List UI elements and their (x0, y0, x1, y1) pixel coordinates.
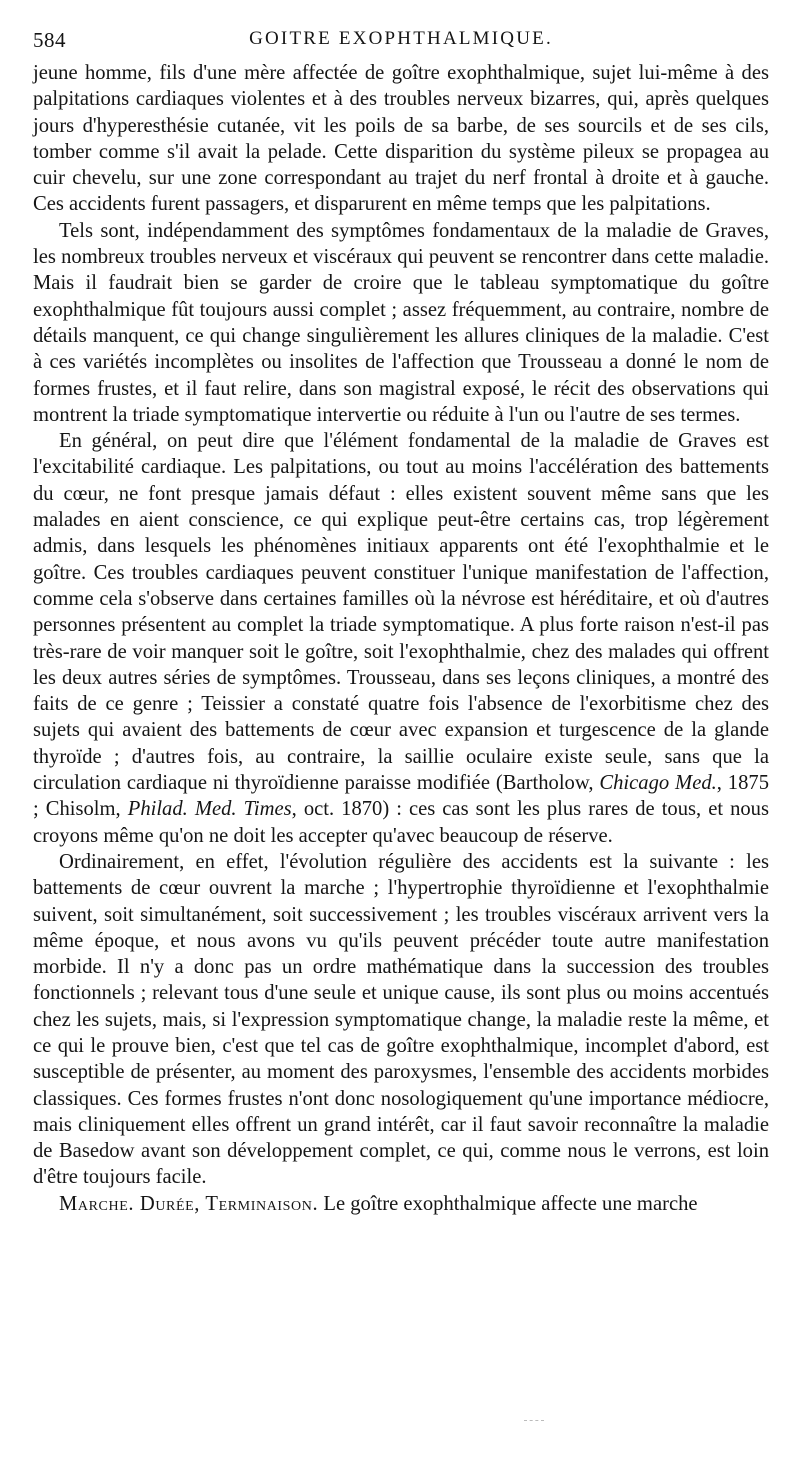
paragraph-3-text-c: , oct. 1870) : ces cas sont les plus rares de tous, et nous croyons même qu'on ne doit les accepter qu'avec beaucoup de réserve. (33, 798, 769, 847)
journal-title-philadelphia: Philad. Med. Times (127, 798, 292, 821)
paragraph-3-text-a: En général, on peut dire que l'élément fondamental de la maladie de Graves est l'excitabilité cardiaque. Les palpitations, ou tout au moins l'accélération des battements du cœur, ne font presque jamais défaut : elles existent souvent même sans que les malades en aient conscience, ce qui explique peut-être certains cas, trop légèrement admis, dans lesquels les phénomènes initiaux apparents ont été l'exophthalmie et le goître. Ces troubles cardiaques peuvent constituer l'unique manifestation de l'affection, comme cela s'observe dans certaines familles où la névrose est héréditaire, et où d'autres personnes présentent au complet la triade symptomatique. A plus forte raison n'est-il pas très-rare de voir manquer soit le goître, soit l'exophthalmie, chez des malades qui offrent les deux autres séries de symptômes. Trousseau, dans ses leçons cliniques, a montré des faits de ce genre ; Teissier a constaté quatre fois l'absence de l'exorbitisme chez des sujets qui avaient des battements de cœur avec expansion et turgescence de la glande thyroïde ; d'autres fois, au contraire, la saillie oculaire existe seule, sans que la circulation cardiaque ni thyroïdienne paraisse modifiée (Bartholow, (33, 430, 769, 795)
body-text (33, 60, 769, 1217)
page-number: 584 (33, 28, 66, 52)
journal-title-chicago: Chicago Med. (599, 772, 717, 795)
paragraph-4: Ordinairement, en effet, l'évolution régulière des accidents est la suivante : les battements de cœur ouvrent la marche ; l'hypertrophie thyroïdienne et l'exophthalmie suivent, soit simultanément, soit successivement ; les troubles viscéraux arrivent vers la même époque, et nous avons vu qu'ils peuvent précéder toute autre manifestation morbide. Il n'y a donc pas un ordre mathématique dans la succession des troubles fonctionnels ; relevant tous d'une seule et unique cause, ils sont plus ou moins accentués chez les sujets, mais, si l'expression symptomatique change, la maladie reste la même, et ce qui le prouve bien, c'est que tel cas de goître exophthalmique, incomplet d'abord, est susceptible de présenter, au moment des paroxysmes, l'ensemble des accidents morbides classiques. Ces formes frustes n'ont donc nosologiquement qu'une importance médiocre, mais cliniquement elles offrent un grand intérêt, car il faut savoir reconnaître la maladie de Basedow avant son développement complet, ce qui, comme nous le verrons, est loin d'être toujours facile. (33, 850, 769, 1189)
paragraph-5 (33, 1191, 769, 1217)
running-title: GOITRE EXOPHTHALMIQUE. (249, 28, 553, 49)
page-header (33, 28, 769, 58)
section-heading: Marche. Durée, Terminaison. (59, 1192, 319, 1215)
paragraph-2: Tels sont, indépendamment des symptômes fondamentaux de la maladie de Graves, les nombreux troubles nerveux et viscéraux qui peuvent se rencontrer dans cette maladie. Mais il faudrait bien se garder de croire que le tableau symptomatique du goître exophthalmique fût toujours aussi complet ; assez fréquemment, au contraire, nombre de détails manquent, ce qui change singulièrement les allures cliniques de la maladie. C'est à ces variétés incomplètes ou insolites de l'affection que Trousseau a donné le nom de formes frustes, et il faut relire, dans son magistral exposé, le récit des observations qui montrent la triade symptomatique intervertie ou réduite à l'un ou l'autre de ses termes. (33, 219, 769, 426)
paragraph-3 (33, 428, 769, 849)
paragraph-5-text: Le goître exophthalmique affecte une marche (318, 1192, 698, 1215)
paragraph-3-text-b: , 1875 ; Chisolm, (33, 772, 769, 821)
paragraph-1: jeune homme, fils d'une mère affectée de goître exophthalmique, sujet lui-même à des palpitations cardiaques violentes et à des troubles nerveux bizarres, qui, après quelques jours d'hyperesthésie cutanée, vit les poils de sa barbe, de ses sourcils et de ses cils, tomber comme s'il avait la pelade. Cette disparition du système pileux se propagea au cuir chevelu, sur une zone correspondant au trajet du nerf frontal à droite et à gauche. Ces accidents furent passagers, et disparurent en même temps que les palpitations. (33, 62, 769, 216)
footer-mark (524, 1420, 544, 1423)
